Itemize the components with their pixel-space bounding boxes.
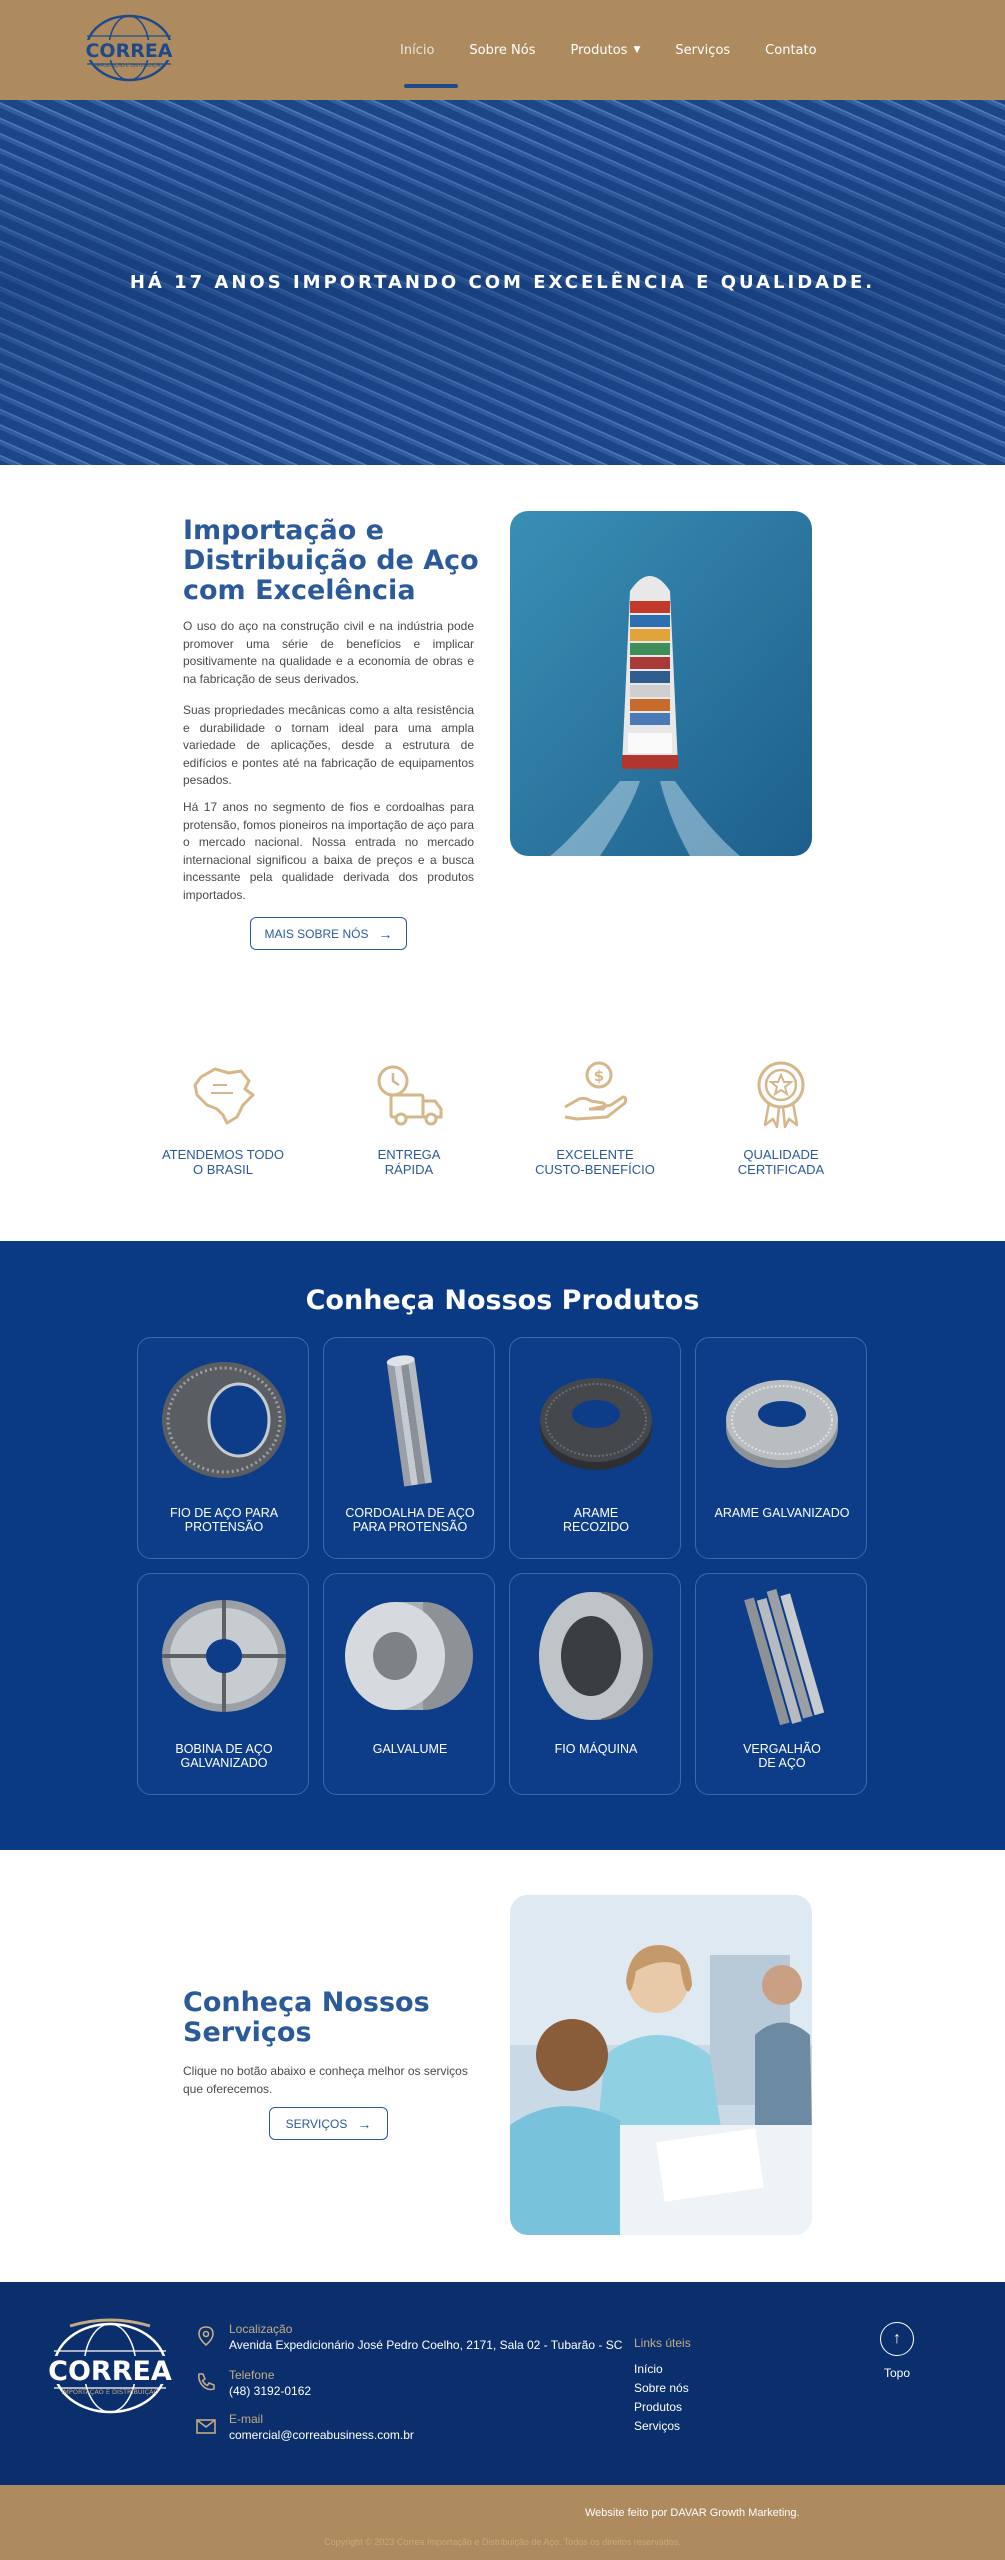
arrow-right-icon: → [378, 925, 393, 942]
product-label: ARAME RECOZIDO [563, 1506, 629, 1534]
services-title: Conheça Nossos Serviços [183, 1987, 430, 2048]
nav-item-label: Início [400, 42, 435, 58]
arrow-up-icon: ↑ [893, 2330, 901, 2347]
nav-item-label: Sobre Nós [469, 42, 536, 58]
feature-label: ENTREGA RÁPIDA [377, 1147, 441, 1177]
footer-phone [195, 2368, 311, 2399]
active-nav-indicator [404, 84, 458, 88]
product-card-fio-de-aco[interactable] [137, 1337, 309, 1559]
product-card-fio-maquina[interactable] [509, 1573, 681, 1795]
product-card-vergalhao[interactable] [695, 1573, 867, 1795]
feature-label: QUALIDADE CERTIFICADA [737, 1147, 825, 1177]
svg-text:$: $ [593, 1067, 605, 1085]
useful-links-title: Links úteis [634, 2336, 691, 2350]
product-label: BOBINA DE AÇO GALVANIZADO [175, 1742, 273, 1770]
nav-item-contato[interactable] [765, 43, 816, 58]
location-value: Avenida Expedicionário José Pedro Coelho, 2171, Sala 02 - Tubarão - SC [229, 2338, 623, 2352]
strand-image [335, 1350, 485, 1490]
nav-item-sobre-nos[interactable] [469, 43, 535, 58]
chevron-down-icon: ▼ [633, 45, 641, 55]
logo-tagline: IMPORTAÇÃO E DISTRIBUIÇÃO [61, 2388, 159, 2396]
footer-link-servicos[interactable]: Serviços [634, 2419, 681, 2433]
phone-icon [195, 2371, 217, 2393]
intro-paragraph-3: Há 17 anos no segmento de fios e cordoalhas para protensão, fomos pioneiros na importação de aço para o mercado nacional. Nossa entrada no mercado internacional significou a baixa de preços e a busca incessante pela qualidade derivada dos produtos importados. [183, 800, 474, 902]
galvalume-coil-image [335, 1586, 485, 1726]
nav-item-inicio[interactable] [400, 43, 434, 58]
hand-coin-icon [555, 1055, 635, 1135]
footer-email [195, 2412, 414, 2443]
products-title: Conheça Nossos Produtos [305, 1285, 700, 1316]
product-label: ARAME GALVANIZADO [714, 1506, 850, 1520]
feature-atendemos-brasil [143, 1055, 303, 1177]
annealed-wire-image [521, 1350, 671, 1490]
footer-link-produtos[interactable]: Produtos [634, 2400, 683, 2414]
location-pin-icon [195, 2325, 217, 2347]
nav-item-label: Contato [765, 42, 817, 58]
intro-title: Importação e Distribuição de Aço com Excelência [183, 515, 479, 606]
footer-link-inicio[interactable]: Início [634, 2362, 663, 2376]
product-card-cordoalha[interactable] [323, 1337, 495, 1559]
product-label: FIO MÁQUINA [554, 1742, 638, 1756]
feature-label: ATENDEMOS TODO O BRASIL [161, 1147, 285, 1177]
intro-paragraph-2: Suas propriedades mecânicas como a alta resistência e durabilidade o tornam ideal para uma ampla variedade de aplicações, desde a estrutura de edifícios e pontes até na fabricação de equipamentos pesados. [183, 703, 474, 787]
intro-paragraph-1: O uso do aço na construção civil e na indústria pode promover uma série de benefícios e implicar positivamente na qualidade e a economia de obras e na fabricação de seus derivados. [183, 619, 474, 686]
footer-location [195, 2322, 622, 2353]
product-card-galvalume[interactable] [323, 1573, 495, 1795]
mail-icon [195, 2415, 217, 2437]
product-label: GALVALUME [372, 1742, 448, 1756]
arrow-right-icon: → [357, 2115, 372, 2132]
main-nav [400, 0, 852, 100]
hero-banner [0, 100, 1005, 465]
products-section [0, 1241, 1005, 1850]
phone-value[interactable]: (48) 3192-0162 [229, 2384, 312, 2398]
logo-text: CORREA [85, 40, 173, 62]
cargo-ship-image [510, 511, 812, 856]
mais-sobre-nos-button[interactable] [250, 917, 407, 950]
product-label: FIO DE AÇO PARA PROTENSÃO [169, 1506, 279, 1534]
product-label: CORDOALHA DE AÇO PARA PROTENSÃO [345, 1506, 475, 1534]
logo-tagline: IMPORTAÇÃO E DISTRIBUIÇÃO [95, 64, 163, 69]
hero-title: HÁ 17 ANOS IMPORTANDO COM EXCELÊNCIA E QUALIDADE. [129, 272, 876, 293]
delivery-truck-icon [369, 1055, 449, 1135]
site-header [0, 0, 1005, 100]
steel-coil-image [149, 1586, 299, 1726]
wire-rod-image [521, 1586, 671, 1726]
nav-item-label: Serviços [675, 42, 731, 58]
rebar-image [707, 1586, 857, 1726]
nav-item-label: Produtos [570, 42, 628, 58]
phone-label: Telefone [229, 2368, 275, 2382]
footer-bottom-bar [0, 2485, 1005, 2560]
wire-coil-image [149, 1350, 299, 1490]
button-label: MAIS SOBRE NÓS [264, 926, 369, 941]
business-meeting-image [510, 1895, 812, 2235]
product-card-bobina-galvanizado[interactable] [137, 1573, 309, 1795]
email-value[interactable]: comercial@correabusiness.com.br [229, 2428, 414, 2442]
copyright-text: Copyright © 2023 Correa Importação e Distribuição de Aço. Todos os direitos reservados. [324, 2537, 681, 2547]
galvanized-wire-image [707, 1350, 857, 1490]
correa-logo[interactable] [78, 12, 180, 84]
nav-item-servicos[interactable] [675, 43, 730, 58]
product-card-arame-galvanizado[interactable] [695, 1337, 867, 1559]
feature-custo-beneficio [515, 1055, 675, 1177]
product-label: VERGALHÃO DE AÇO [743, 1742, 821, 1770]
button-label: SERVIÇOS [285, 2116, 348, 2131]
quality-badge-icon [741, 1055, 821, 1135]
site-footer [0, 2282, 1005, 2485]
footer-logo[interactable] [40, 2318, 180, 2418]
feature-entrega-rapida [329, 1055, 489, 1177]
product-card-arame-recozido[interactable] [509, 1337, 681, 1559]
nav-item-produtos[interactable] [571, 43, 641, 58]
developer-credit[interactable]: Website feito por DAVAR Growth Marketing. [585, 2507, 800, 2519]
location-label: Localização [229, 2322, 293, 2336]
services-text: Clique no botão abaixo e conheça melhor os serviços que oferecemos. [183, 2064, 468, 2096]
logo-text: CORREA [48, 2356, 172, 2387]
servicos-button[interactable] [269, 2107, 388, 2140]
email-label: E-mail [229, 2412, 264, 2426]
back-to-top-button[interactable] [880, 2322, 914, 2356]
footer-link-sobre-nos[interactable]: Sobre nós [634, 2381, 689, 2395]
back-to-top-label: Topo [883, 2366, 911, 2380]
feature-qualidade-certificada [701, 1055, 861, 1177]
feature-label: EXCELENTE CUSTO-BENEFÍCIO [535, 1147, 655, 1177]
brazil-map-icon [183, 1055, 263, 1135]
